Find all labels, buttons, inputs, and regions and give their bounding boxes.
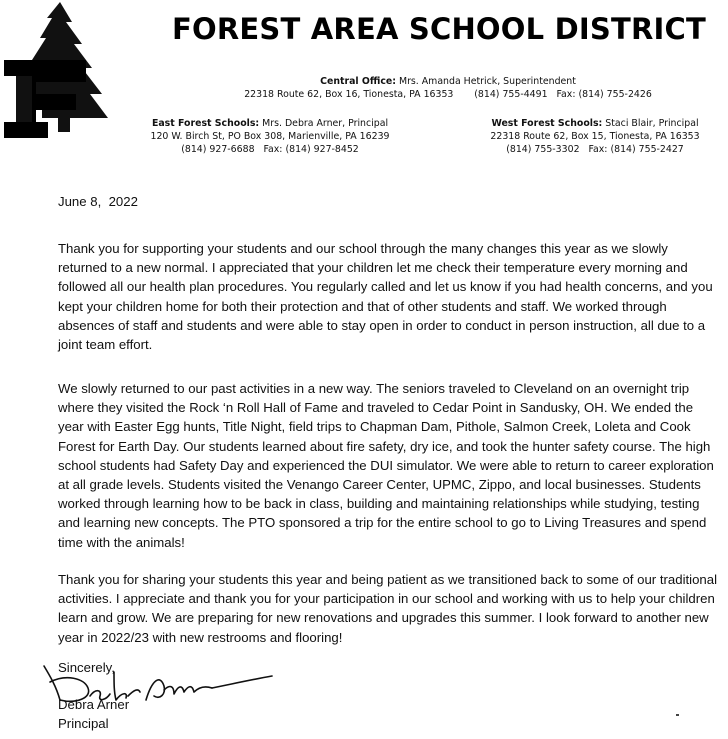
east-forest-address: 120 W. Birch St, PO Box 308, Marienville, PA 16239 xyxy=(150,131,390,142)
central-office-label: Central Office: xyxy=(320,76,396,87)
signer-title: Principal xyxy=(58,716,109,731)
west-forest-contact: Staci Blair, Principal xyxy=(605,118,699,129)
letter-paragraph: We slowly returned to our past activities in a new way. The seniors traveled to Cleveland on an overnight trip where they visited the Rock ‘n Roll Hall of Fame and traveled to Cedar Point in Sandusky, OH. We ended the year with Easter Egg hunts, Title Night, field trips to Chapman Dam, Pithole, Salmon Creek, Loleta and Cook Forest for Earth Day. Our students learned about fire safety, dry ice, and took the hunter safety course. The high school students had Safety Day and experienced the DUI simulator. We were able to return to career exploration at all grade levels. Students visited the Venango Career Center, UPMC, Zippo, and local businesses. Students worked through learning how to be back in class, building and maintaining relationships while studying, testing and learning new concepts. The PTO sponsored a trip for the entire school to go to Living Treasures and spend time with the animals! xyxy=(58,381,714,550)
west-forest-label: West Forest Schools: xyxy=(491,118,603,129)
central-office-address: 22318 Route 62, Box 16, Tionesta, PA 16353 (814) 755-4491 Fax: (814) 755-2426 xyxy=(244,89,652,100)
central-office-contact: Mrs. Amanda Hetrick, Superintendent xyxy=(398,76,576,87)
letter-closing: Sincerely, xyxy=(58,660,115,675)
west-forest-phone: (814) 755-3302 Fax: (814) 755-2427 xyxy=(506,144,684,155)
central-office-block xyxy=(228,75,668,101)
signer-name: Debra Arner xyxy=(58,697,130,712)
east-forest-phone: (814) 927-6688 Fax: (814) 927-8452 xyxy=(181,144,359,155)
letter-paragraph: Thank you for sharing your students this year and being patient as we transitioned back to some of our traditional activities. I appreciate and thank you for your participation in our school and working with us to help your children learn and grow. We are preparing for new renovations and upgrades this summer. I look forward to another new year in 2022/23 with new restrooms and flooring! xyxy=(58,572,718,645)
west-forest-address: 22318 Route 62, Box 15, Tionesta, PA 16353 xyxy=(490,131,700,142)
east-forest-contact: Mrs. Debra Arner, Principal xyxy=(262,118,389,129)
tree-letter-f-logo xyxy=(2,2,110,140)
east-forest-block xyxy=(150,117,390,156)
scan-speck xyxy=(676,714,679,716)
letter-date: June 8, 2022 xyxy=(58,194,138,209)
east-forest-label: East Forest Schools: xyxy=(151,118,260,129)
letter-paragraph: Thank you for supporting your students and our school through the many changes this year as we slowly returned to a new normal. I appreciated that your children let me check their temperature every morning and followed all our health plan procedures. You regularly called and let us know if you had health concerns, and you kept your children home for both their protection and that of other students and staff. We worked through absences of staff and students and were able to stay open in order to conduct in person instruction, all due to a joint team effort. xyxy=(58,241,713,353)
west-forest-block xyxy=(470,117,720,156)
district-name: FOREST AREA SCHOOL DISTRICT xyxy=(172,12,706,46)
